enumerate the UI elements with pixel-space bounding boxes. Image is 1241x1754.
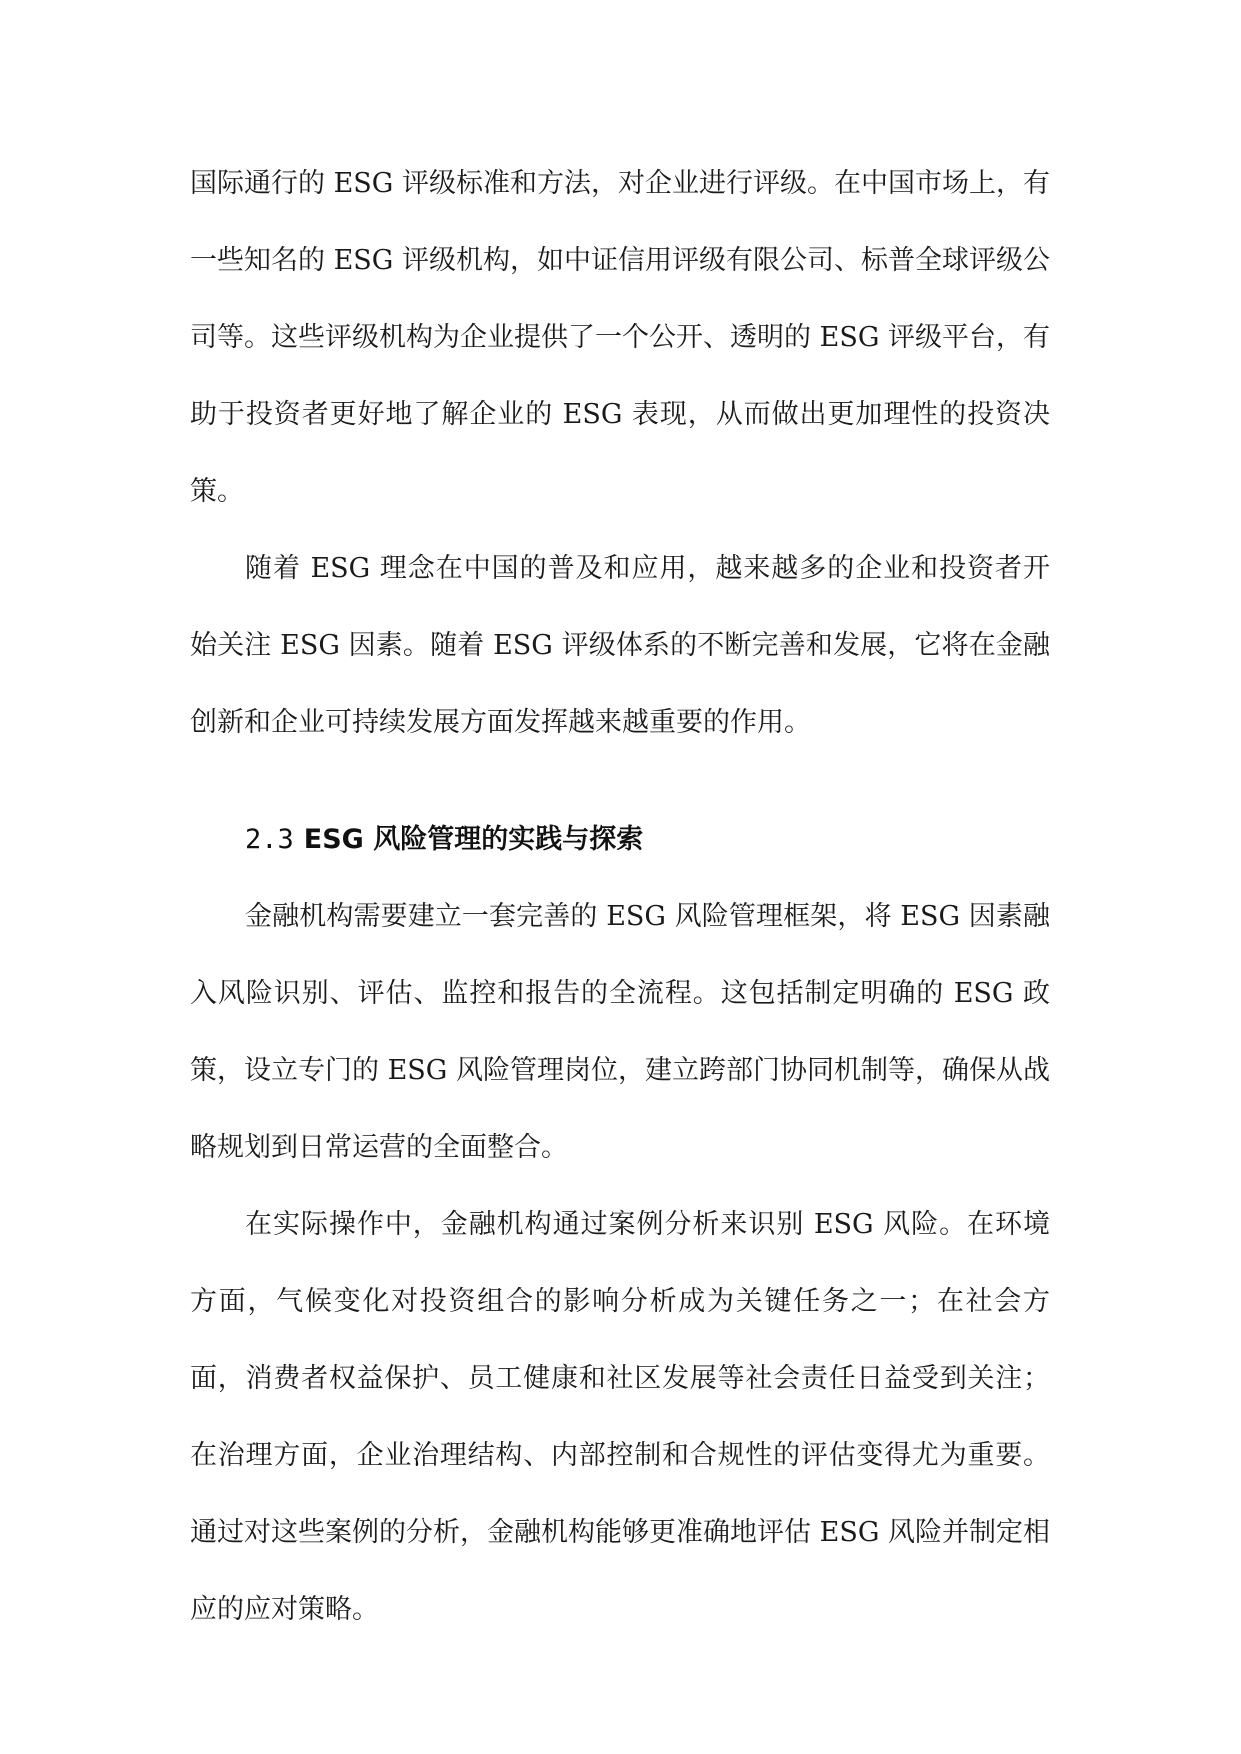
section-heading — [190, 761, 1050, 878]
paragraph-continuation: 国际通行的 ESG 评级标准和方法，对企业进行评级。在中国市场上，有一些知名的 ESG 评级机构，如中证信用评级有限公司、标普全球评级公司等。这些评级机构为企业提供了一个公开、透明的 ESG 评级平台，有助于投资者更好地了解企业的 ESG 表现，从而做出更加理性的投资决策。 — [190, 168, 1050, 507]
document-body — [190, 145, 1050, 1648]
section-number: 2.3 — [245, 824, 294, 855]
paragraph-case-analysis: 在实际操作中，金融机构通过案例分析来识别 ESG 风险。在环境方面，气候变化对投资组合的影响分析成为关键任务之一；在社会方面，消费者权益保护、员工健康和社区发展等社会责任日益受到关注；在治理方面，企业治理结构、内部控制和合规性的评估变得尤为重要。通过对这些案例的分析，金融机构能够更准确地评估 ESG 风险并制定相应的应对策略。 — [190, 1209, 1050, 1625]
paragraph-esg-adoption: 随着 ESG 理念在中国的普及和应用，越来越多的企业和投资者开始关注 ESG 因素。随着 ESG 评级体系的不断完善和发展，它将在金融创新和企业可持续发展方面发挥越来越重要的作用。 — [190, 553, 1050, 738]
section-title: ESG 风险管理的实践与探索 — [303, 824, 644, 855]
paragraph-risk-framework: 金融机构需要建立一套完善的 ESG 风险管理框架，将 ESG 因素融入风险识别、评估、监控和报告的全流程。这包括制定明确的 ESG 政策，设立专门的 ESG 风险管理岗位，建立跨部门协同机制等，确保从战略规划到日常运营的全面整合。 — [190, 901, 1050, 1163]
